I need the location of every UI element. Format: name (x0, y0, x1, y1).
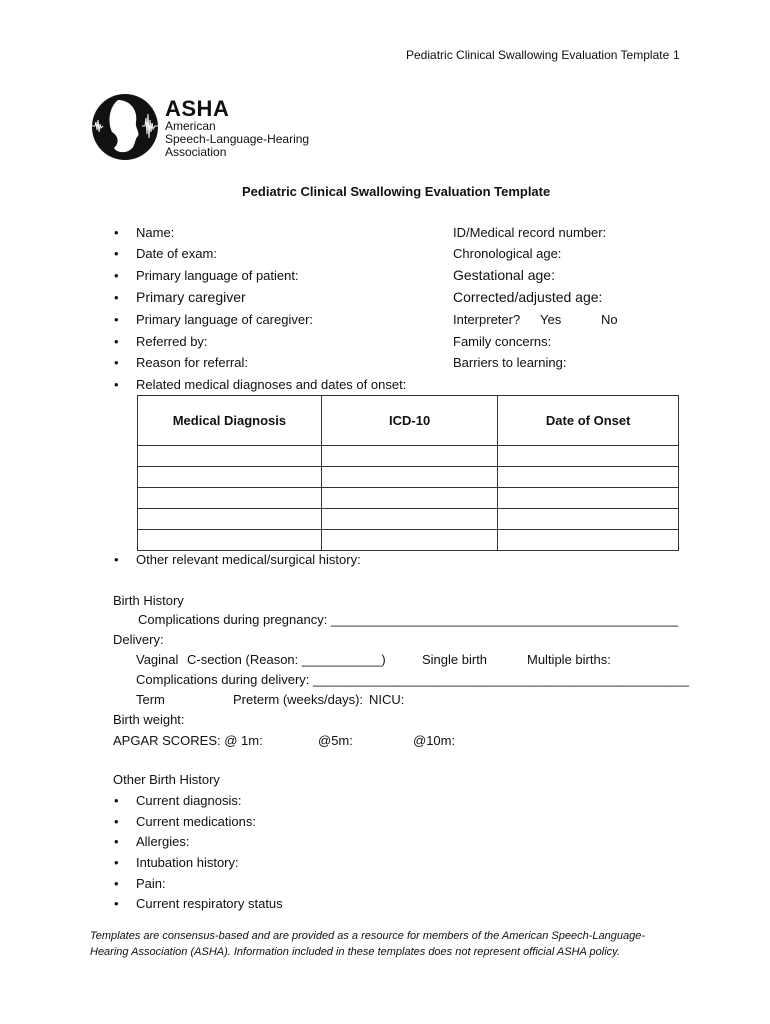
field-current-respiratory-status[interactable]: Current respiratory status (136, 896, 283, 911)
diagnosis-table (137, 395, 679, 551)
interpreter-no-option[interactable]: No (601, 312, 618, 327)
bullet-icon: • (114, 793, 119, 808)
table-cell[interactable] (138, 446, 322, 467)
field-interpreter: Interpreter? (453, 312, 521, 327)
table-row (138, 467, 679, 488)
preterm-field[interactable]: Preterm (weeks/days): (233, 692, 364, 707)
bullet-icon: • (114, 834, 119, 849)
bullet-icon: • (114, 377, 119, 392)
field-current-diagnosis[interactable]: Current diagnosis: (136, 793, 242, 808)
field-id-medical-record[interactable]: ID/Medical record number: (453, 225, 607, 240)
field-current-medications[interactable]: Current medications: (136, 814, 256, 829)
field-gestational-age[interactable]: Gestational age: (453, 267, 555, 283)
birth-history-heading: Birth History (113, 593, 184, 608)
table-header-row (138, 396, 679, 446)
table-cell[interactable] (138, 530, 322, 551)
field-pain[interactable]: Pain: (136, 876, 166, 891)
header-icd-10: ICD-10 (321, 396, 498, 446)
footer-disclaimer-line-1: Templates are consensus-based and are provided as a resource for members of the American Speech-Language- (90, 930, 646, 942)
field-corrected-age[interactable]: Corrected/adjusted age: (453, 289, 603, 305)
logo-line-3: Association (165, 145, 227, 159)
nicu-field[interactable]: NICU: (369, 692, 405, 707)
field-barriers-to-learning[interactable]: Barriers to learning: (453, 355, 567, 370)
apgar-1m-field[interactable]: APGAR SCORES: @ 1m: (113, 733, 263, 748)
delivery-label: Delivery: (113, 632, 164, 647)
table-cell[interactable] (321, 467, 498, 488)
table-cell[interactable] (321, 530, 498, 551)
table-cell[interactable] (138, 467, 322, 488)
field-primary-language-caregiver[interactable]: Primary language of caregiver: (136, 312, 314, 327)
header-date-of-onset: Date of Onset (498, 396, 679, 446)
bullet-icon: • (114, 814, 119, 829)
apgar-10m-field[interactable]: @10m: (413, 733, 456, 748)
table-cell[interactable] (498, 446, 679, 467)
field-name[interactable]: Name: (136, 225, 175, 240)
delivery-csection-option[interactable]: C-section (Reason: ___________) (187, 652, 386, 667)
field-primary-language-patient[interactable]: Primary language of patient: (136, 268, 299, 283)
bullet-icon: • (114, 246, 119, 261)
footer-disclaimer-line-2: Hearing Association (ASHA). Information included in these templates does not represent official ASHA policy. (90, 946, 620, 958)
bullet-icon: • (114, 552, 119, 567)
table-row (138, 446, 679, 467)
bullet-icon: • (114, 290, 119, 305)
table-row (138, 509, 679, 530)
field-reason-for-referral[interactable]: Reason for referral: (136, 355, 248, 370)
bullet-icon: • (114, 876, 119, 891)
field-related-diagnoses: Related medical diagnoses and dates of onset: (136, 377, 407, 392)
logo-line-2: Speech-Language-Hearing (165, 132, 310, 146)
bullet-icon: • (114, 225, 119, 240)
asha-emblem-icon (90, 92, 170, 162)
logo-name: ASHA (165, 96, 230, 121)
table-cell[interactable] (498, 488, 679, 509)
term-option[interactable]: Term (136, 692, 165, 707)
field-allergies[interactable]: Allergies: (136, 834, 190, 849)
field-other-history[interactable]: Other relevant medical/surgical history: (136, 552, 361, 567)
birth-weight-field[interactable]: Birth weight: (113, 712, 185, 727)
bullet-icon: • (114, 268, 119, 283)
interpreter-yes-option[interactable]: Yes (540, 312, 562, 327)
table-cell[interactable] (321, 509, 498, 530)
bullet-icon: • (114, 334, 119, 349)
table-cell[interactable] (321, 446, 498, 467)
table-row (138, 488, 679, 509)
bullet-icon: • (114, 896, 119, 911)
other-birth-history-heading: Other Birth History (113, 772, 220, 787)
header-medical-diagnosis: Medical Diagnosis (138, 396, 322, 446)
single-birth-option[interactable]: Single birth (422, 652, 488, 667)
field-complications-delivery[interactable]: Complications during delivery: ____________________________________________________ (136, 672, 689, 687)
field-primary-caregiver[interactable]: Primary caregiver (136, 289, 246, 305)
running-header-title: Pediatric Clinical Swallowing Evaluation Template (406, 48, 670, 62)
table-row (138, 530, 679, 551)
logo-line-1: American (165, 119, 216, 133)
bullet-icon: • (114, 855, 119, 870)
table-cell[interactable] (498, 467, 679, 488)
field-complications-pregnancy[interactable]: Complications during pregnancy: ________________________________________________ (138, 612, 678, 627)
field-chronological-age[interactable]: Chronological age: (453, 246, 562, 261)
table-cell[interactable] (498, 530, 679, 551)
delivery-vaginal-option[interactable]: Vaginal (136, 652, 179, 667)
field-intubation-history[interactable]: Intubation history: (136, 855, 239, 870)
multiple-births-field[interactable]: Multiple births: (527, 652, 611, 667)
table-cell[interactable] (138, 509, 322, 530)
table-cell[interactable] (498, 509, 679, 530)
field-family-concerns[interactable]: Family concerns: (453, 334, 552, 349)
table-cell[interactable] (138, 488, 322, 509)
page-number: 1 (673, 48, 680, 62)
bullet-icon: • (114, 355, 119, 370)
table-cell[interactable] (321, 488, 498, 509)
field-referred-by[interactable]: Referred by: (136, 334, 208, 349)
bullet-icon: • (114, 312, 119, 327)
field-date-of-exam[interactable]: Date of exam: (136, 246, 217, 261)
apgar-5m-field[interactable]: @5m: (318, 733, 353, 748)
page-title: Pediatric Clinical Swallowing Evaluation Template (242, 184, 551, 199)
